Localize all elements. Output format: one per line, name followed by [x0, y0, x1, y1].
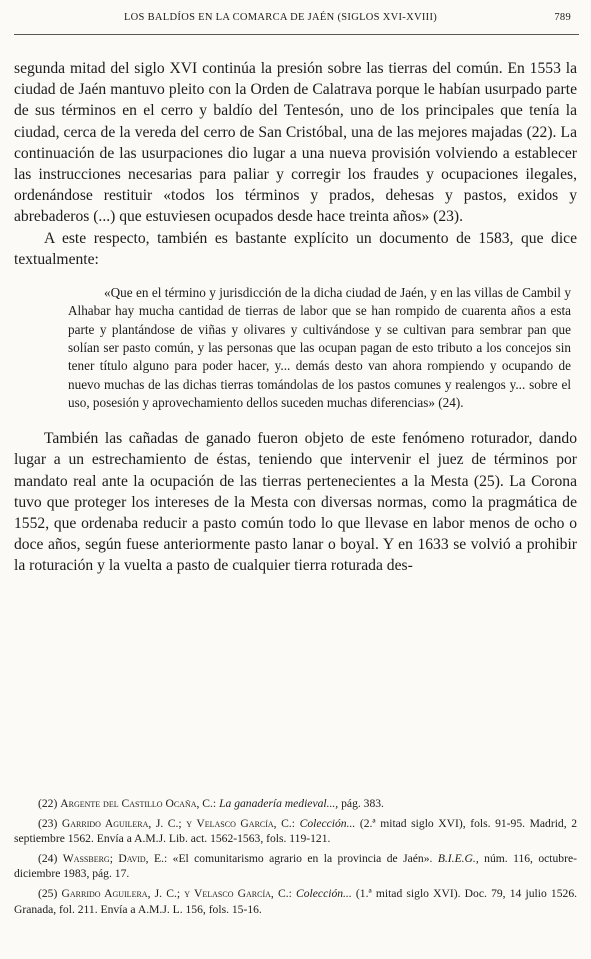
- footnotes: [14, 796, 577, 921]
- footnote-article: «El comunitarismo agrario en la provincia de Jaén».: [172, 851, 433, 865]
- running-title: LOS BALDÍOS EN LA COMARCA DE JAÉN (SIGLOS XVI-XVIII): [123, 12, 438, 23]
- footnote-22: [14, 796, 577, 812]
- footnote-author: Argente del Castillo Ocaña, C.:: [60, 797, 217, 810]
- footnote-author: Garrido Aguilera, J. C.; y Velasco García, C.:: [61, 886, 292, 900]
- footnote-23: [14, 816, 577, 847]
- paragraph-1: segunda mitad del siglo XVI continúa la presión sobre las tierras del común. En 1553 la ciudad de Jaén mantuvo pleito con la Orden de Calatrava porque le habían usurpado parte de sus términos en el cerro y baldío del Tentesón, uno de los principales que tenía la ciudad, cerca de la vereda del cerro de San Cristóbal, una de las mejores majadas (22). La continuación de las usurpaciones dio lugar a una nueva provisión volviendo a establecer las instrucciones necesarias para paliar y corregir los fraudes y ocupaciones ilegales, ordenándose restituir «todos los términos y prados, dehesas y pastos, exidos y abrebaderos (...) que estuviesen ocupados desde hace treinta años» (23).: [14, 60, 577, 226]
- quote-text: «Que en el término y jurisdicción de la dicha ciudad de Jaén, y en las villas de Cambil y Alhabar hay mucha cantidad de tierras de labor que se han rompido de cuarenta años a esta parte y plantándose de viñas y olivares y cultivándose y se cultivan para sembrar pan que solían ser pasto común, y las personas que las ocupan pagan de esto tributo a los concejos sin tener título alguno para poder hacer, y... demás desto van ahora rompiendo y ocupando de nuevo muchas de las dichas tierras tomándolas de los pastos comunes y realengos y... sobre el uso, posesión y aprovechamiento dellos suceden muchas diferencias» (24).: [68, 285, 571, 410]
- footnote-title: Colección...: [299, 816, 356, 830]
- footnote-number: (24): [38, 851, 58, 865]
- footnote-rest: (1.ª mitad siglo XVI). Doc. 79, 14 julio 1526. Granada, fol. 211. Envía a A.M.J. L. 156, fols. 15-16.: [14, 886, 578, 916]
- paragraph-2: A este respecto, también es bastante explícito un documento de 1583, que dice textualmente:: [14, 229, 577, 268]
- page-number: 789: [554, 12, 571, 23]
- footnote-number: (22): [38, 797, 58, 810]
- footnote-title: La ganadería medieval...,: [219, 797, 339, 810]
- footnote-number: (25): [38, 886, 58, 900]
- header-rule: [14, 34, 579, 35]
- block-quote: [14, 284, 577, 412]
- footnote-rest: pág. 383.: [341, 797, 384, 810]
- footnote-24: [14, 851, 577, 882]
- footnote-author: Wassberg; David, E.:: [62, 851, 168, 865]
- footnote-number: (23): [38, 816, 58, 830]
- paragraph-3: También las cañadas de ganado fueron objeto de este fenómeno roturador, dando lugar a un estrechamiento de éstas, teniendo que intervenir el juez de términos por mandato real ante la ocupación de las tierras pertenecientes a la Mesta (25). La Corona tuvo que proteger los intereses de la Mesta con diversas normas, como la pragmática de 1552, que ordenaba reducir a pasto común todo lo que llevase en labor menos de ocho o doce años, según fuese anteriormente pasto lanar o boyal. Y en 1633 se volvió a prohibir la roturación y la vuelta a pasto de cualquier tierra roturada des-: [14, 430, 577, 575]
- footnote-title: Colección...: [296, 886, 352, 900]
- footnote-author: Garrido Aguilera, J. C.; y Velasco García, C.:: [61, 816, 296, 830]
- footnote-25: [14, 886, 577, 917]
- page-header: [50, 12, 571, 28]
- footnote-rest: (2.ª mitad siglo XVI), fols. 91-95. Madrid, 2 septiembre 1562. Envía a A.M.J. Lib. act. 1562-1563, fols. 119-121.: [14, 816, 577, 846]
- footnote-journal: B.I.E.G.,: [437, 851, 479, 865]
- footnote-rest: núm. 116, octubre-diciembre 1983, pág. 17.: [14, 851, 577, 881]
- main-text: [14, 58, 577, 577]
